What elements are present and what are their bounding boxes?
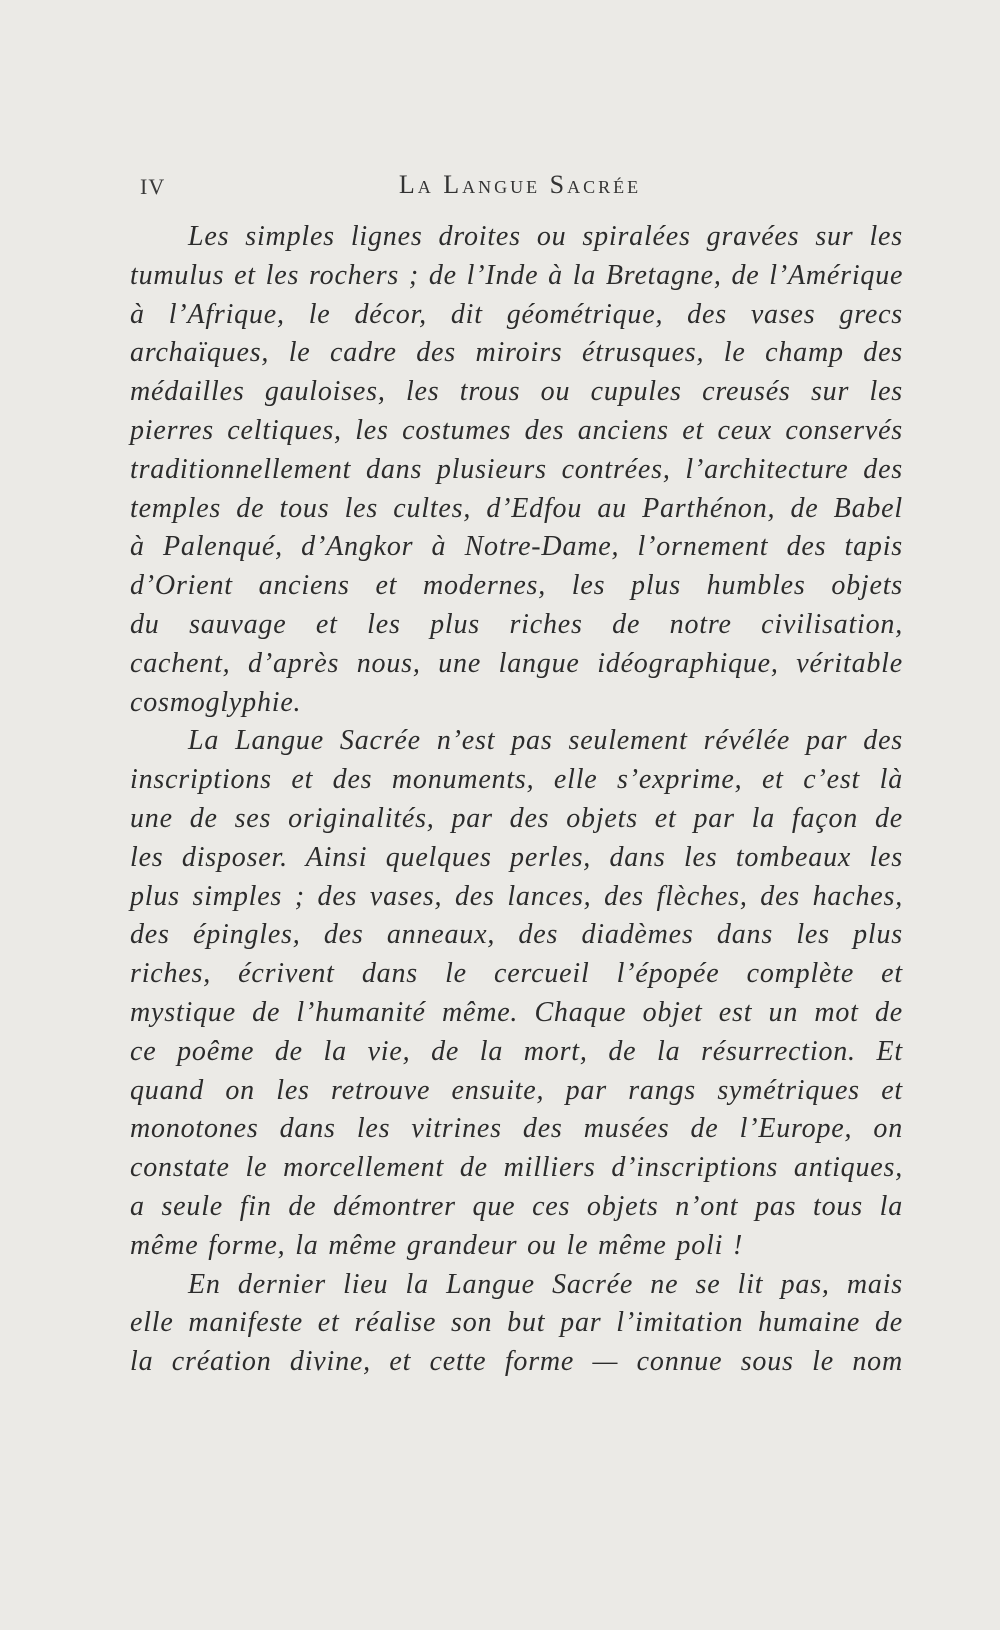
text-line: à Palenqué, d’Angkor à Notre-Dame, l’ornement des tapis: [130, 531, 903, 563]
text-line: quand on les retrouve ensuite, par rangs symétriques et: [130, 1074, 903, 1106]
text-line: d’Orient anciens et modernes, les plus humbles objets: [130, 570, 903, 602]
text-line: la création divine, et cette forme — connue sous le nom: [130, 1346, 903, 1378]
text-line: du sauvage et les plus riches de notre civilisation,: [130, 608, 903, 640]
text-line: riches, écrivent dans le cercueil l’épopée complète et: [130, 958, 903, 990]
paragraph: [130, 722, 903, 1265]
text-line: des épingles, des anneaux, des diadèmes dans les plus: [130, 919, 903, 951]
text-line: elle manifeste et réalise son but par l’imitation humaine de: [130, 1307, 903, 1339]
text-line: à l’Afrique, le décor, dit géométrique, des vases grecs: [130, 298, 903, 330]
running-head: [140, 170, 900, 206]
text-line: les disposer. Ainsi quelques perles, dans les tombeaux les: [130, 841, 903, 873]
text-line: archaïques, le cadre des miroirs étrusques, le champ des: [130, 337, 903, 369]
text-line: cachent, d’après nous, une langue idéographique, véritable: [130, 647, 903, 679]
text-line: a seule fin de démontrer que ces objets n’ont pas tous la: [130, 1190, 903, 1222]
text-line: temples de tous les cultes, d’Edfou au Parthénon, de Babel: [130, 492, 903, 524]
paragraph: [130, 1266, 903, 1382]
text-line: constate le morcellement de milliers d’inscriptions antiques,: [130, 1152, 903, 1184]
body-text: [130, 218, 903, 1382]
text-line: Les simples lignes droites ou spiralées gravées sur les: [188, 221, 903, 252]
text-line: pierres celtiques, les costumes des anciens et ceux conservés: [130, 414, 903, 446]
text-line: En dernier lieu la Langue Sacrée ne se lit pas, mais: [188, 1268, 903, 1300]
text-line: médailles gauloises, les trous ou cupules creusés sur les: [130, 376, 903, 408]
text-line: traditionnellement dans plusieurs contrées, l’architecture des: [130, 453, 903, 485]
text-line: monotones dans les vitrines des musées de l’Europe, on: [130, 1113, 903, 1145]
text-line: inscriptions et des monuments, elle s’exprime, et c’est là: [130, 764, 903, 796]
text-line: mystique de l’humanité même. Chaque objet est un mot de: [130, 996, 903, 1028]
text-line: même forme, la même grandeur ou le même poli !: [130, 1229, 744, 1261]
text-line: plus simples ; des vases, des lances, des flèches, des haches,: [130, 880, 903, 912]
text-line: cosmoglyphie.: [130, 686, 302, 718]
text-line: une de ses originalités, par des objets et par la façon de: [130, 802, 903, 834]
text-line: tumulus et les rochers ; de l’Inde à la Bretagne, de l’Amérique: [130, 259, 904, 291]
running-title: La Langue Sacrée: [398, 170, 642, 199]
text-line: La Langue Sacrée n’est pas seulement révélée par des: [188, 725, 903, 757]
text-line: ce poême de la vie, de la mort, de la résurrection. Et: [130, 1035, 903, 1067]
paragraph: [130, 218, 903, 722]
page-number: IV: [140, 174, 166, 199]
